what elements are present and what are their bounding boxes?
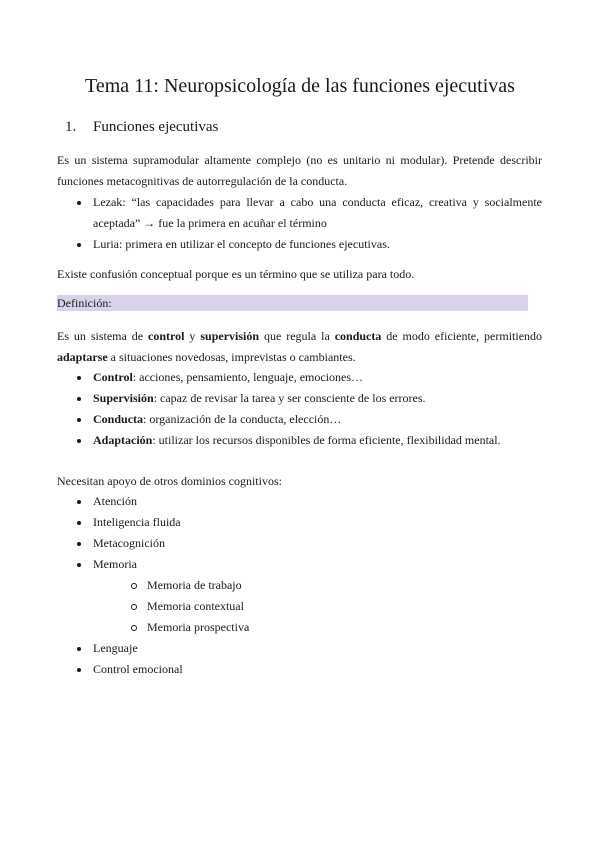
definition-paragraph: Es un sistema de control y supervisión que regula la conducta de modo eficiente, permitiendo adaptarse a situaciones novedosas, imprevistas o cambiantes. — [57, 329, 543, 364]
list-item: Supervisión: capaz de revisar la tarea y ser consciente de los errores. — [75, 388, 542, 409]
support-bullet-list — [75, 491, 542, 680]
document-title: Tema 11: Neuropsicología de las funciones ejecutivas — [85, 75, 515, 97]
bullet-icon — [77, 521, 81, 525]
bullet-icon — [77, 418, 81, 422]
term-adaptarse: adaptarse — [57, 350, 108, 364]
list-item: Metacognición — [75, 533, 542, 554]
list-item: Control: acciones, pensamiento, lenguaje, emociones… — [75, 367, 542, 388]
list-item: Luria: primera en utilizar el concepto de funciones ejecutivas. — [75, 234, 542, 255]
section-label: Funciones ejecutivas — [93, 119, 219, 135]
list-item: Conducta: organización de la conducta, elección… — [75, 409, 542, 430]
list-item: Adaptación: utilizar los recursos disponibles de forma eficiente, flexibilidad mental. — [75, 430, 542, 451]
bullet-icon — [77, 439, 81, 443]
bullet-icon — [77, 201, 81, 205]
section-heading — [65, 117, 218, 137]
sub-list-item: Memoria de trabajo — [93, 575, 542, 596]
circle-bullet-icon — [131, 583, 137, 589]
list-item: Lenguaje — [75, 638, 542, 659]
list-item: Control emocional — [75, 659, 542, 680]
list-item: Atención — [75, 491, 542, 512]
bullet-icon — [77, 647, 81, 651]
list-item: Lezak: “las capacidades para llevar a cabo una conducta eficaz, creativa y socialmente aceptada” → fue la primera en acuñar el término — [75, 192, 542, 234]
sub-list-item: Memoria prospectiva — [93, 617, 542, 638]
bullet-icon — [77, 500, 81, 504]
bullet-icon — [77, 668, 81, 672]
definition-bullet-list — [75, 367, 542, 451]
intro-bullet-list — [75, 192, 542, 255]
term-conducta: conducta — [334, 329, 382, 343]
memoria-sublist — [93, 575, 542, 638]
section-number: 1. — [65, 119, 77, 135]
support-intro: Necesitan apoyo de otros dominios cognitivos: — [57, 474, 282, 488]
list-item: Inteligencia fluida — [75, 512, 542, 533]
bullet-icon — [77, 563, 81, 567]
bullet-icon — [77, 542, 81, 546]
circle-bullet-icon — [131, 604, 137, 610]
confusion-paragraph: Existe confusión conceptual porque es un término que se utiliza para todo. — [57, 267, 415, 281]
definition-label: Definición: — [57, 295, 528, 311]
bullet-icon — [77, 243, 81, 247]
term-control: control — [148, 329, 185, 343]
list-item: Memoria Memoria de trabajo Memoria contextual Memoria prospectiva — [75, 554, 542, 638]
intro-paragraph: Es un sistema supramodular altamente complejo (no es unitario ni modular). Pretende describir funciones metacognitivas de autorregulación de la conducta. — [57, 153, 542, 188]
term-supervision: supervisión — [200, 329, 260, 343]
circle-bullet-icon — [131, 625, 137, 631]
sub-list-item: Memoria contextual — [93, 596, 542, 617]
bullet-icon — [77, 376, 81, 380]
bullet-icon — [77, 397, 81, 401]
